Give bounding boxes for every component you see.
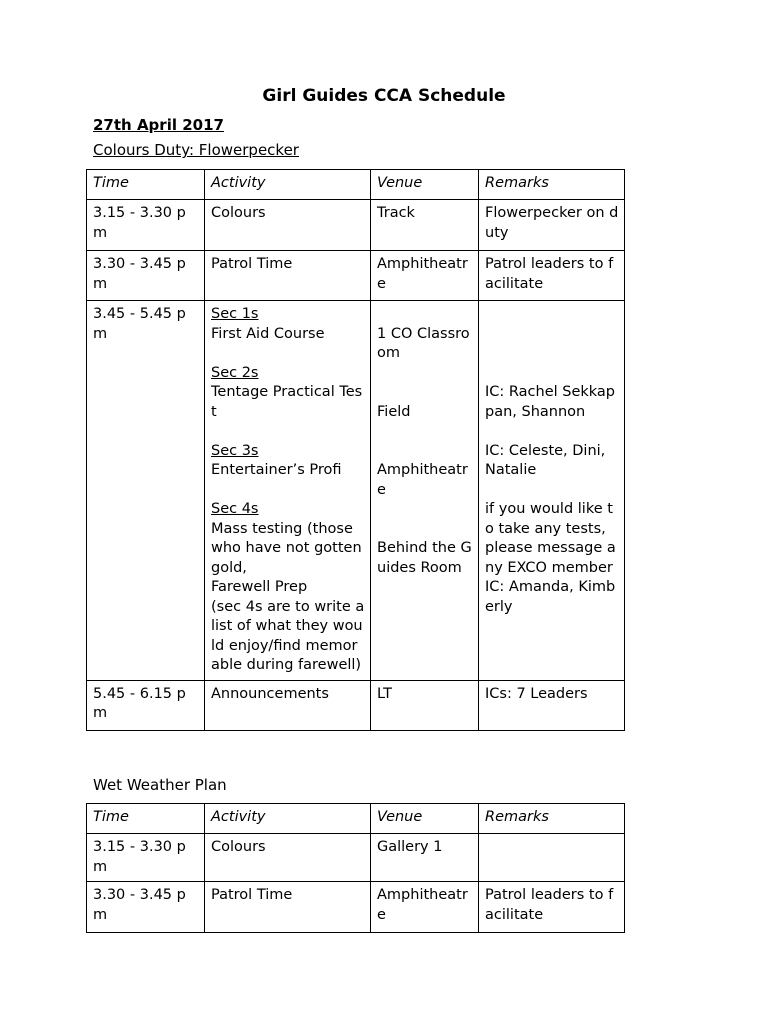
cell-time: 3.15 - 3.30 pm <box>87 200 205 251</box>
cell-remarks <box>479 301 625 681</box>
venue-line: Amphitheatr <box>377 887 468 903</box>
table-header-row <box>87 804 625 834</box>
venue-line: e <box>377 906 386 923</box>
cell-remarks <box>479 834 625 882</box>
header-activity: Activity <box>205 170 371 200</box>
sec1-activity: First Aid Course <box>211 325 325 342</box>
colours-duty: Colours Duty: Flowerpecker <box>93 141 299 159</box>
cell-venue: LT <box>371 680 479 730</box>
cell-activity: Patrol Time <box>205 882 371 933</box>
sec4-remarks: IC: Amanda, Kimberly <box>485 579 616 615</box>
sec2-venue: Field <box>377 403 411 420</box>
cell-time: 3.30 - 3.45 pm <box>87 882 205 933</box>
cell-time: 5.45 - 6.15 pm <box>87 680 205 730</box>
sec4-activity: (sec 4s are to write a list of what they would enjoy/find memorable during farewell) <box>211 598 365 673</box>
cell-activity: Colours <box>205 834 371 882</box>
cell-remarks: ICs: 7 Leaders <box>479 680 625 730</box>
cell-remarks: Flowerpecker on duty <box>479 200 625 251</box>
sec1-venue: 1 CO Classroom <box>377 325 470 361</box>
sec3-label: Sec 3s <box>211 442 259 459</box>
sec3-activity: Entertainer’s Profi <box>211 462 342 478</box>
cell-venue: Track <box>371 200 479 251</box>
cell-activity <box>205 301 371 681</box>
table-header-row <box>87 170 625 200</box>
table-row <box>87 251 625 301</box>
cell-activity: Patrol Time <box>205 251 371 301</box>
schedule-date: 27th April 2017 <box>93 116 224 134</box>
sec3-venue: e <box>377 481 386 498</box>
header-remarks: Remarks <box>479 804 625 834</box>
sec1-label: Sec 1s <box>211 306 259 322</box>
cell-venue: Gallery 1 <box>371 834 479 882</box>
sec2-remarks: IC: Rachel Sekkappan, Shannon <box>485 384 616 420</box>
header-venue: Venue <box>371 804 479 834</box>
wet-weather-table <box>86 803 625 933</box>
cell-time: 3.15 - 3.30 pm <box>87 834 205 882</box>
header-time: Time <box>87 804 205 834</box>
cell-remarks: Patrol leaders to facilitate <box>479 882 625 933</box>
cell-venue <box>371 251 479 301</box>
header-remarks: Remarks <box>479 170 625 200</box>
sec4-activity: Mass testing (those who have not gotten gold, <box>211 520 362 576</box>
cell-activity: Colours <box>205 200 371 251</box>
sec2-activity: Tentage Practical Test <box>211 384 363 420</box>
venue-line: Amphitheatr <box>377 256 468 272</box>
sec2-label: Sec 2s <box>211 364 259 381</box>
page-title: Girl Guides CCA Schedule <box>262 86 506 106</box>
table-row <box>87 680 625 730</box>
cell-activity: Announcements <box>205 680 371 730</box>
table-row <box>87 200 625 251</box>
table-row <box>87 882 625 933</box>
header-venue: Venue <box>371 170 479 200</box>
header-activity: Activity <box>205 804 371 834</box>
cell-time: 3.45 - 5.45 pm <box>87 301 205 681</box>
schedule-table <box>86 169 625 731</box>
sec4-venue: Behind the Guides Room <box>377 540 472 576</box>
venue-line: e <box>377 275 386 292</box>
cell-venue <box>371 301 479 681</box>
sec3-remarks: IC: Celeste, Dini, Natalie <box>485 442 606 478</box>
header-time: Time <box>87 170 205 200</box>
sec4-activity: Farewell Prep <box>211 579 308 595</box>
sec4-label: Sec 4s <box>211 501 259 517</box>
sec3-venue: Amphitheatr <box>377 462 468 478</box>
cell-time: 3.30 - 3.45 pm <box>87 251 205 301</box>
table-row <box>87 834 625 882</box>
sec4-remarks: if you would like to take any tests, please message any EXCO member <box>485 501 616 576</box>
wet-weather-title: Wet Weather Plan <box>93 776 227 794</box>
cell-remarks: Patrol leaders to facilitate <box>479 251 625 301</box>
table-row <box>87 301 625 681</box>
cell-venue <box>371 882 479 933</box>
